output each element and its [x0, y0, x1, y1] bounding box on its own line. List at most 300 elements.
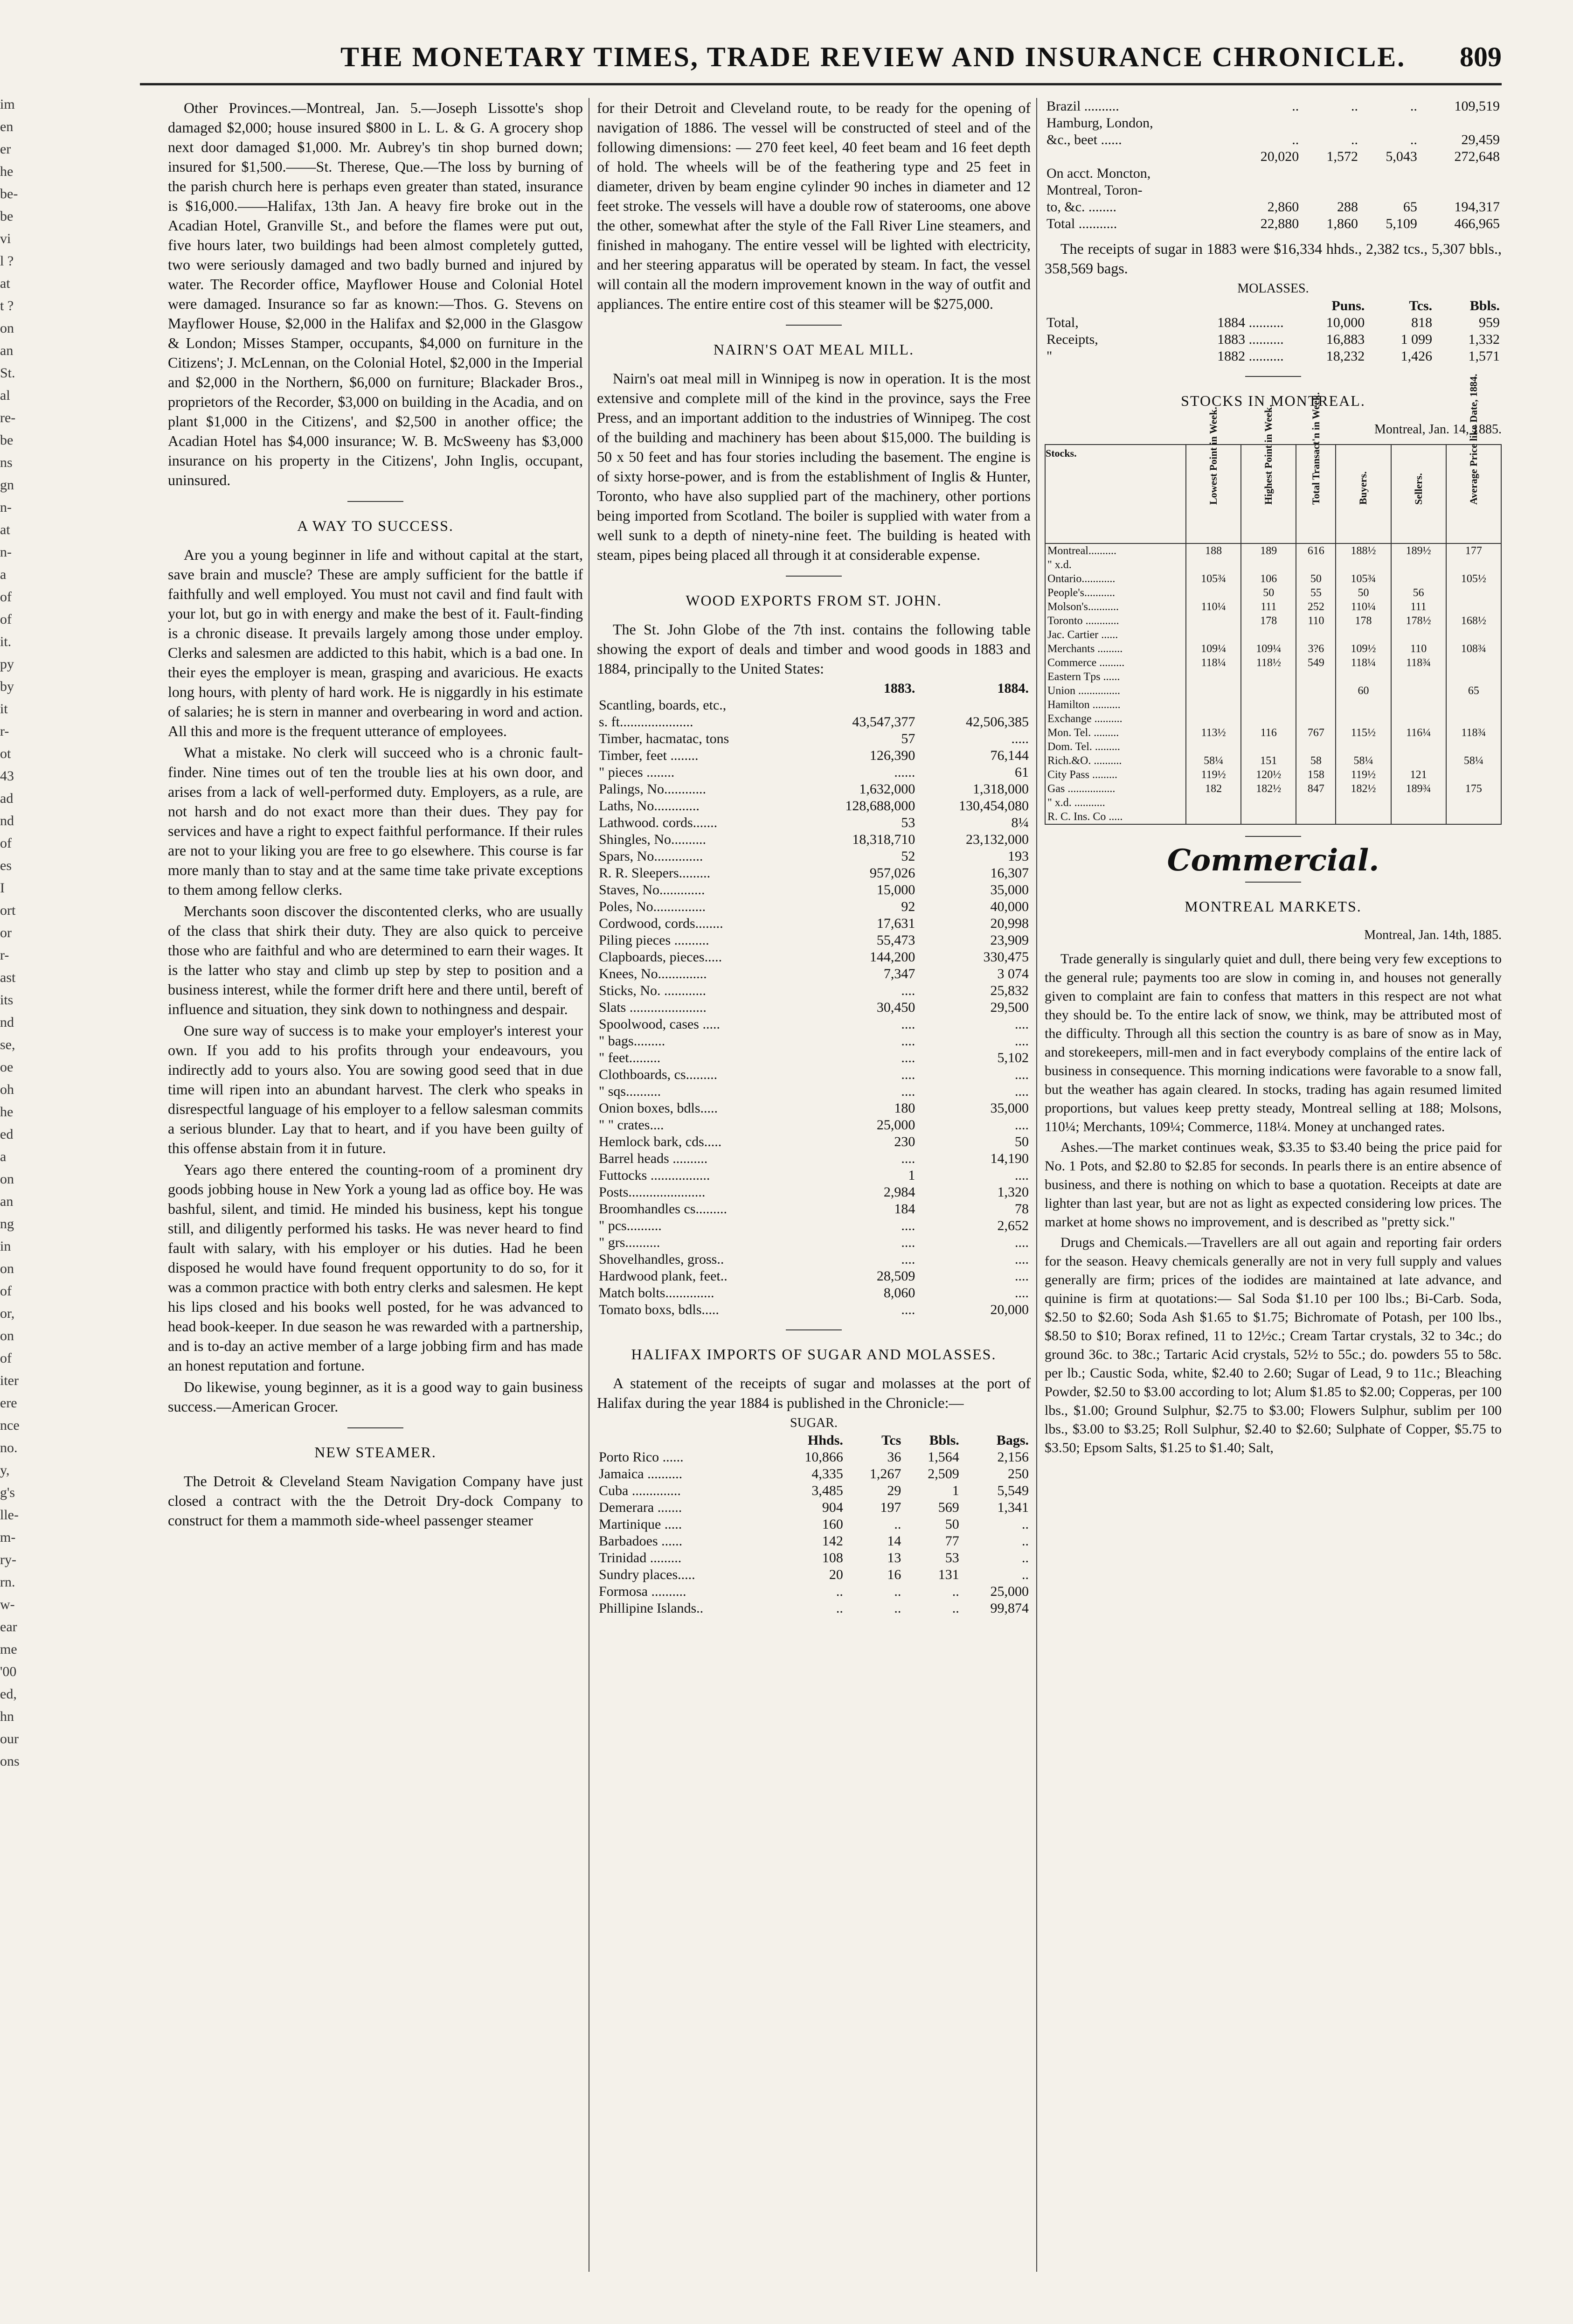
table-cell — [1186, 614, 1241, 628]
table-row — [1045, 348, 1502, 365]
table-row — [1045, 684, 1501, 698]
row-label: Hemlock bark, cds..... — [599, 1134, 722, 1149]
bleed-fragment: a — [0, 567, 7, 582]
row-label: Commerce ......... — [1045, 656, 1186, 670]
table-row — [597, 1184, 1031, 1201]
table-cell: 1,632,000 — [859, 781, 915, 797]
table-cell: 18,232 — [1326, 348, 1365, 364]
row-label: Trinidad ......... — [599, 1550, 682, 1566]
table-cell: .... — [901, 1151, 915, 1166]
table-cell — [1360, 182, 1419, 199]
column-2 — [597, 98, 1031, 1617]
table-cell: .. — [1351, 98, 1358, 114]
bleed-fragment: nd — [0, 1015, 14, 1030]
table-cell — [1391, 670, 1446, 684]
bleed-fragment: r- — [0, 724, 9, 739]
table-row — [597, 1583, 1031, 1600]
adjacent-page-bleed — [0, 93, 28, 1773]
table-cell: 189¾ — [1391, 782, 1446, 796]
markets-body — [1045, 950, 1502, 1457]
table-cell: 120½ — [1241, 768, 1296, 782]
table-cell: 92 — [901, 899, 915, 914]
bleed-fragment: w- — [0, 1597, 15, 1612]
table-cell: 40,000 — [990, 899, 1029, 914]
table-cell: .. — [952, 1600, 959, 1616]
bleed-fragment: by — [0, 679, 14, 694]
table-cell: 1,267 — [869, 1466, 901, 1482]
table-cell: 2,156 — [997, 1449, 1029, 1465]
table-cell: .. — [1351, 132, 1358, 147]
row-label: Barbadoes ...... — [599, 1533, 683, 1549]
table-cell: 182½ — [1241, 782, 1296, 796]
table-row — [597, 697, 1031, 714]
sugar-imports-table — [597, 1432, 1031, 1617]
row-label: Total, — [1046, 315, 1079, 330]
table-cell: 14 — [887, 1533, 901, 1549]
table-cell — [1446, 810, 1501, 824]
table-cell: .... — [1015, 1033, 1029, 1049]
table-cell — [1301, 182, 1360, 199]
table-cell — [1446, 558, 1501, 572]
table-cell: 23,132,000 — [966, 832, 1029, 847]
bleed-fragment: ear — [0, 1619, 17, 1635]
table-cell: 5,109 — [1386, 216, 1417, 231]
column-header: Sellers. — [1391, 445, 1446, 543]
article-paragraph: Are you a young beginner in life and without capital at the start, save brain and muscle? These are amply sufficient for the battle if faithfully and well employed. You must not cavil and find fault with your lot, but go in with energy and make the best of it. Fault-finding is a chronic disease. It prevails largely among those under employ. Clerks and salesmen are addicted to this habit, which is a bad one. In their eyes the employer is mean, grasping and avaricious. He exacts long hours, with plenty of hard work. He is niggardly in his estimate of salaries; he is stern in manner and overbearing in word and action. All this and more is the frequent utterance of employees. — [168, 546, 583, 739]
row-label: Rich.&O. .......... — [1045, 754, 1186, 768]
table-cell: 8¼ — [1011, 815, 1029, 830]
table-row — [597, 949, 1031, 966]
table-cell: .. — [952, 1584, 959, 1599]
bleed-fragment: r- — [0, 947, 9, 963]
row-label: Timber, feet ........ — [599, 748, 699, 763]
row-label: Porto Rico ...... — [599, 1449, 684, 1465]
table-cell: 25,832 — [990, 983, 1029, 998]
table-cell — [1241, 628, 1296, 642]
table-cell: 52 — [901, 849, 915, 864]
bleed-fragment: at — [0, 276, 10, 291]
table-cell — [1186, 796, 1241, 810]
table-cell: 1884 .......... — [1217, 315, 1284, 330]
table-cell: 111 — [1241, 600, 1296, 614]
table-cell: 22,880 — [1260, 216, 1299, 231]
table-cell: 8,060 — [883, 1285, 915, 1301]
table-row — [1045, 199, 1502, 216]
table-cell: .... — [901, 1218, 915, 1233]
table-cell: 1 — [952, 1483, 959, 1498]
table-cell: 110¼ — [1186, 600, 1241, 614]
column-header: Total Transact'n in Week. — [1296, 445, 1336, 543]
table-row — [597, 1449, 1031, 1466]
table-cell — [1186, 628, 1241, 642]
heading-stocks-in-montreal: STOCKS IN MONTREAL. — [1181, 392, 1365, 409]
bleed-fragment: oh — [0, 1082, 14, 1097]
table-cell: 197 — [880, 1500, 901, 1515]
article-paragraph: Nairn's oat meal mill in Winnipeg is now in operation. It is the most extensive and complete mill of the kind in the province, says the Free Press, and an important addition to the industries of Winnipeg. The cost of the building and machinery has been about $15,000. The building is 50 x 50 feet and has four stories including the basement. The engine is of sixty horse-power, and is from the establishment of Inglis & Hunter, Toronto, who have also supplied part of the machinery, other portions being imported from Scotland. The boiler is supplied with water from a well sunk to a depth of ninety-nine feet. The building is heated with steam, pipes being placed all through it at considerable expense. — [597, 370, 1031, 563]
table-cell — [1241, 558, 1296, 572]
bleed-fragment: n- — [0, 500, 12, 515]
column-header: Highest Point in Week. — [1241, 445, 1296, 543]
bleed-fragment: of — [0, 1350, 12, 1366]
bleed-fragment: an — [0, 343, 14, 358]
bleed-fragment: of — [0, 1283, 12, 1299]
table-cell: .... — [901, 1302, 915, 1317]
table-header-row — [1045, 298, 1502, 314]
table-row — [597, 882, 1031, 898]
table-row — [597, 1482, 1031, 1499]
bleed-fragment: ere — [0, 1395, 17, 1411]
table-cell: 35,000 — [990, 882, 1029, 898]
row-label: Hamburg, London, — [1046, 115, 1153, 131]
table-cell: 42,506,385 — [966, 714, 1029, 730]
table-cell: 118¼ — [1186, 656, 1241, 670]
separator — [786, 576, 842, 577]
table-cell: 466,965 — [1454, 216, 1500, 231]
table-cell: .... — [901, 983, 915, 998]
table-cell: 65 — [1403, 199, 1417, 215]
bleed-fragment: lle- — [0, 1507, 19, 1523]
row-label: Merchants ......... — [1045, 642, 1186, 656]
table-cell: 230 — [894, 1134, 915, 1149]
table-cell: 1 099 — [1400, 332, 1433, 347]
table-row — [597, 1066, 1031, 1083]
table-cell — [1186, 810, 1241, 824]
table-row — [597, 1167, 1031, 1184]
row-label: Palings, No............ — [599, 781, 707, 797]
table-cell: .... — [901, 1084, 915, 1099]
row-label: " pcs.......... — [599, 1218, 662, 1233]
separator — [1245, 836, 1301, 837]
column-header — [597, 1432, 776, 1449]
table-cell: 43,547,377 — [852, 714, 915, 730]
table-row — [1045, 670, 1501, 684]
table-cell: 1,860 — [1326, 216, 1358, 231]
table-cell — [1241, 684, 1296, 698]
table-cell: 58¼ — [1186, 754, 1241, 768]
table-row — [597, 1100, 1031, 1117]
bleed-fragment: on — [0, 1171, 14, 1187]
table-cell — [1296, 670, 1336, 684]
table-cell — [1336, 670, 1391, 684]
sugar-label: SUGAR. — [790, 1416, 838, 1430]
table-row — [597, 1050, 1031, 1066]
table-row — [1045, 740, 1501, 754]
column-header: 1884. — [997, 681, 1029, 696]
table-cell — [1446, 600, 1501, 614]
bleed-fragment: an — [0, 1194, 14, 1209]
masthead — [140, 41, 1502, 83]
heading-halifax-imports: HALIFAX IMPORTS OF SUGAR AND MOLASSES. — [631, 1346, 997, 1363]
row-label: Toronto ............ — [1045, 614, 1186, 628]
table-cell: 18,318,710 — [852, 832, 915, 847]
table-cell — [1446, 698, 1501, 712]
bleed-fragment: I — [0, 880, 5, 896]
table-cell — [1296, 628, 1336, 642]
table-cell: 2,984 — [883, 1184, 915, 1200]
table-cell: 188 — [1186, 543, 1241, 558]
table-cell: 50 — [1296, 572, 1336, 586]
bleed-fragment: ast — [0, 970, 16, 985]
bleed-fragment: g's — [0, 1485, 15, 1500]
table-cell: .... — [901, 1050, 915, 1065]
row-label: Receipts, — [1046, 332, 1098, 347]
separator — [347, 501, 403, 502]
table-cell: 109¼ — [1186, 642, 1241, 656]
row-label: Formosa .......... — [599, 1584, 686, 1599]
table-cell — [1296, 712, 1336, 726]
table-row — [597, 982, 1031, 999]
table-cell: 105¾ — [1336, 572, 1391, 586]
table-cell: 116¼ — [1391, 726, 1446, 740]
molasses-label: MOLASSES. — [1237, 281, 1309, 296]
bleed-fragment: gn — [0, 477, 14, 493]
wood-exports-table — [597, 680, 1031, 1318]
row-label: Slats ...................... — [599, 1000, 707, 1015]
column-header — [1045, 298, 1151, 314]
table-row — [597, 1134, 1031, 1150]
table-cell — [1186, 670, 1241, 684]
table-cell: .... — [1015, 1268, 1029, 1284]
table-row — [597, 1218, 1031, 1234]
table-row — [597, 1268, 1031, 1285]
table-cell: 118¾ — [1391, 656, 1446, 670]
table-cell: 1,332 — [1468, 332, 1500, 347]
table-cell: 58¼ — [1336, 754, 1391, 768]
article-paragraph: Years ago there entered the counting-room of a prominent dry goods jobbing house in New York a young lad as office boy. He was bashful, silent, and timid. He minded his business, kept his tongue still, and diligently performed his tasks. He was never heard to find fault with salary, with his employer or his duties. Had he been disposed he would have found frequent opportunity to do so, for it was a common practice with both entry clerks and salesmen. He kept his lips closed and his books well posted, for he was advanced to head book-keeper. In due season he was rewarded with a partnership, and is to-day an active member of a large jobbing firm and has made an honest reputation and fortune. — [168, 1161, 583, 1374]
row-label: " grs.......... — [599, 1235, 660, 1250]
table-cell — [1241, 698, 1296, 712]
table-cell: 29 — [887, 1483, 901, 1498]
table-header-row — [597, 1432, 1031, 1449]
table-cell: 10,866 — [804, 1449, 843, 1465]
other-provinces-paragraph: Other Provinces.—Montreal, Jan. 5.—Joseph Lissotte's shop damaged $2,000; house insured $800 in L. L. & G. A grocery shop next door damaged $1,000. Mr. Aubrey's tin shop burned down; insured for $1,500.——St. Therese, Que.—The loss by burning of the parish church here is perhaps even greater than stated, insurance is $16,000.——Halifax, 13th Jan. A heavy fire broke out in the Acadian Hotel, Granville St., and before the flames were put out, five hours later, two buildings had been almost completely gutted, two were seriously damaged and two badly burned and injured by water. The Recorder office, Mayflower House and Colonial Hotel were damaged. Insurance so far as known:—Thos. G. Stevens on Mayflower House, $2,000 in the Halifax and $2,000 in the Glasgow & London; Misses Stamper, occupants, $4,000 on furniture in the Citizens'; J. McLennan, on the Colonial Hotel, $2,000 in the Imperial and $2,000 in the Northern, $6,000 on furniture; Blackader Bros., proprietors of the Recorder, $3,000 on building in the Acadia, and on plant $1,000 in the Citizens', and $2,500 in another office; the Acadian Hotel has $4,000 insurance; W. B. McSweeny has $3,000 insurance on his property in the Citizens', John Inglis, occupant, uninsured. — [168, 99, 583, 488]
table-cell: 1,318,000 — [973, 781, 1029, 797]
table-cell: 194,317 — [1454, 199, 1500, 215]
table-row — [1045, 148, 1502, 165]
table-header-row — [1045, 445, 1501, 543]
table-cell: 20 — [829, 1567, 843, 1582]
table-row — [1045, 768, 1501, 782]
table-row — [597, 747, 1031, 764]
bleed-fragment: y, — [0, 1462, 10, 1478]
table-row — [597, 1516, 1031, 1533]
table-row — [597, 1550, 1031, 1566]
table-cell: 16,883 — [1326, 332, 1365, 347]
table-cell: 78 — [1015, 1201, 1029, 1217]
row-label: Knees, No.............. — [599, 966, 707, 981]
bleed-fragment: al — [0, 388, 10, 403]
table-cell: 178½ — [1391, 614, 1446, 628]
table-cell: 569 — [938, 1500, 959, 1515]
table-cell: 14,190 — [990, 1151, 1029, 1166]
table-cell: .. — [836, 1584, 843, 1599]
table-cell: .... — [901, 1252, 915, 1267]
bleed-fragment: ad — [0, 791, 14, 806]
article-paragraph: What a mistake. No clerk will succeed who is a chronic fault-finder. Nine times out of ten the trouble lies at his own door, and arises from a lack of well-performed duty. Employers, as a rule, are not harsh and do not exact more than their dues. They pay for services and have a right to expect faithful performance. If their rules are not to your liking you are free to go elsewhere. This course is far more manly than to stay and at the same time take private exceptions to them among fellow clerks. — [168, 744, 583, 898]
bleed-fragment: ed — [0, 1127, 14, 1142]
article-paragraph: The receipts of sugar in 1883 were $16,334 hhds., 2,382 tcs., 5,307 bbls., 358,569 bags. — [1045, 240, 1502, 277]
bleed-fragment: rn. — [0, 1574, 15, 1590]
bleed-fragment: ot — [0, 746, 11, 761]
table-cell — [1230, 115, 1301, 132]
table-cell: 189 — [1241, 543, 1296, 558]
table-row — [597, 1251, 1031, 1268]
table-cell — [1419, 165, 1502, 182]
row-label: Ontario............ — [1045, 572, 1186, 586]
table-cell — [1336, 558, 1391, 572]
table-cell: 767 — [1296, 726, 1336, 740]
table-cell: 105½ — [1446, 572, 1501, 586]
table-cell: .... — [1015, 1067, 1029, 1082]
bleed-fragment: l ? — [0, 253, 14, 269]
stocks-dateline: Montreal, Jan. 14, 1885. — [1374, 422, 1502, 437]
separator — [786, 1329, 842, 1330]
table-cell — [804, 697, 917, 714]
table-cell: 957,026 — [869, 865, 915, 881]
table-row — [597, 814, 1031, 831]
column-1 — [168, 98, 583, 1532]
table-cell — [1296, 698, 1336, 712]
table-row — [1045, 132, 1502, 148]
heading-wood-exports: WOOD EXPORTS FROM ST. JOHN. — [686, 592, 942, 609]
table-cell: 1 — [908, 1168, 915, 1183]
sugar-imports-table-continued — [1045, 98, 1502, 232]
table-cell: .... — [1015, 1084, 1029, 1099]
table-cell — [1336, 740, 1391, 754]
table-cell — [1301, 165, 1360, 182]
row-label: " sqs.......... — [599, 1084, 661, 1099]
table-row — [597, 848, 1031, 865]
bleed-fragment: n- — [0, 544, 12, 560]
table-cell: 58 — [1296, 754, 1336, 768]
bleed-fragment: at — [0, 522, 10, 537]
separator — [347, 1427, 403, 1428]
table-cell: .. — [894, 1600, 901, 1616]
table-cell — [1296, 810, 1336, 824]
table-cell — [1241, 740, 1296, 754]
bleed-fragment: it. — [0, 634, 12, 649]
separator — [1245, 376, 1301, 377]
table-cell: 16,307 — [990, 865, 1029, 881]
table-cell: .. — [836, 1600, 843, 1616]
table-cell: 1882 .......... — [1217, 348, 1284, 364]
bleed-fragment: re- — [0, 410, 16, 425]
table-cell: 77 — [945, 1533, 959, 1549]
row-label: Poles, No............... — [599, 899, 706, 914]
table-row — [597, 999, 1031, 1016]
table-cell — [1446, 740, 1501, 754]
molasses-table — [1045, 298, 1502, 365]
table-cell: .... — [901, 1067, 915, 1082]
heading-a-way-to-success: A WAY TO SUCCESS. — [297, 517, 454, 534]
row-label: Phillipine Islands.. — [599, 1600, 704, 1616]
row-label: Hardwood plank, feet.. — [599, 1268, 728, 1284]
column-header: Lowest Point in Week. — [1186, 445, 1241, 543]
table-cell: 5,043 — [1386, 149, 1417, 164]
row-label: Brazil .......... — [1046, 98, 1119, 114]
table-cell: 4,335 — [811, 1466, 843, 1482]
table-cell — [1241, 810, 1296, 824]
bleed-fragment: of — [0, 589, 12, 605]
table-cell: 17,631 — [876, 916, 915, 931]
table-cell — [1391, 558, 1446, 572]
row-label: Sticks, No. ............ — [599, 983, 707, 998]
row-label: Hamilton .......... — [1045, 698, 1186, 712]
row-label: Tomato boxs, bdls..... — [599, 1302, 719, 1317]
table-cell: .... — [1015, 1285, 1029, 1301]
table-cell: 177 — [1446, 543, 1501, 558]
table-cell: 25,000 — [876, 1117, 915, 1133]
table-row — [1045, 558, 1501, 572]
table-cell — [1391, 740, 1446, 754]
table-cell: 184 — [894, 1201, 915, 1217]
table-cell: 16 — [887, 1567, 901, 1582]
table-cell: 1,564 — [928, 1449, 959, 1465]
table-cell: 109½ — [1336, 642, 1391, 656]
row-label: Clapboards, pieces..... — [599, 949, 722, 965]
table-cell — [1391, 628, 1446, 642]
bleed-fragment: or, — [0, 1306, 15, 1321]
bleed-fragment: ns — [0, 455, 13, 470]
table-cell: 110 — [1391, 642, 1446, 656]
table-cell: 106 — [1241, 572, 1296, 586]
table-cell: 130,454,080 — [959, 798, 1029, 814]
row-label: " x.d. — [1045, 558, 1186, 572]
heading-montreal-markets: MONTREAL MARKETS. — [1185, 898, 1362, 915]
row-label: Dom. Tel. ......... — [1045, 740, 1186, 754]
bleed-fragment: of — [0, 612, 12, 627]
row-label: Gas ................. — [1045, 782, 1186, 796]
row-label: Timber, hacmatac, tons — [599, 731, 729, 746]
row-label: R. R. Sleepers......... — [599, 865, 711, 881]
bleed-fragment: he — [0, 164, 14, 179]
table-cell — [1446, 796, 1501, 810]
table-row — [1045, 754, 1501, 768]
table-cell: ..... — [1011, 731, 1029, 746]
heading-new-steamer: NEW STEAMER. — [314, 1444, 437, 1461]
table-cell: .. — [1410, 98, 1417, 114]
table-cell: 193 — [1008, 849, 1029, 864]
table-cell: 121 — [1391, 768, 1446, 782]
row-label: Staves, No............. — [599, 882, 705, 898]
table-row — [1045, 656, 1501, 670]
table-cell: .. — [894, 1584, 901, 1599]
table-cell: .... — [1015, 1252, 1029, 1267]
table-cell: .... — [1015, 1016, 1029, 1032]
table-cell: .... — [901, 1235, 915, 1250]
table-cell: 250 — [1008, 1466, 1029, 1482]
table-cell: 15,000 — [876, 882, 915, 898]
table-row — [1045, 782, 1501, 796]
row-label: Mon. Tel. ......... — [1045, 726, 1186, 740]
table-row — [597, 1285, 1031, 1301]
row-label: Lathwood. cords....... — [599, 815, 718, 830]
row-label: Total ........... — [1046, 216, 1117, 231]
table-cell: 818 — [1411, 315, 1433, 330]
table-row — [597, 1016, 1031, 1033]
bleed-fragment: our — [0, 1731, 19, 1746]
table-cell: 178 — [1241, 614, 1296, 628]
table-cell: 20,000 — [990, 1302, 1029, 1317]
table-row — [1045, 182, 1502, 199]
table-cell: 144,200 — [869, 949, 915, 965]
table-cell — [1446, 712, 1501, 726]
bleed-fragment: be- — [0, 186, 18, 202]
bleed-fragment: St. — [0, 365, 15, 381]
table-row — [597, 831, 1031, 848]
table-cell — [1186, 558, 1241, 572]
row-label: to, &c. ........ — [1046, 199, 1116, 215]
